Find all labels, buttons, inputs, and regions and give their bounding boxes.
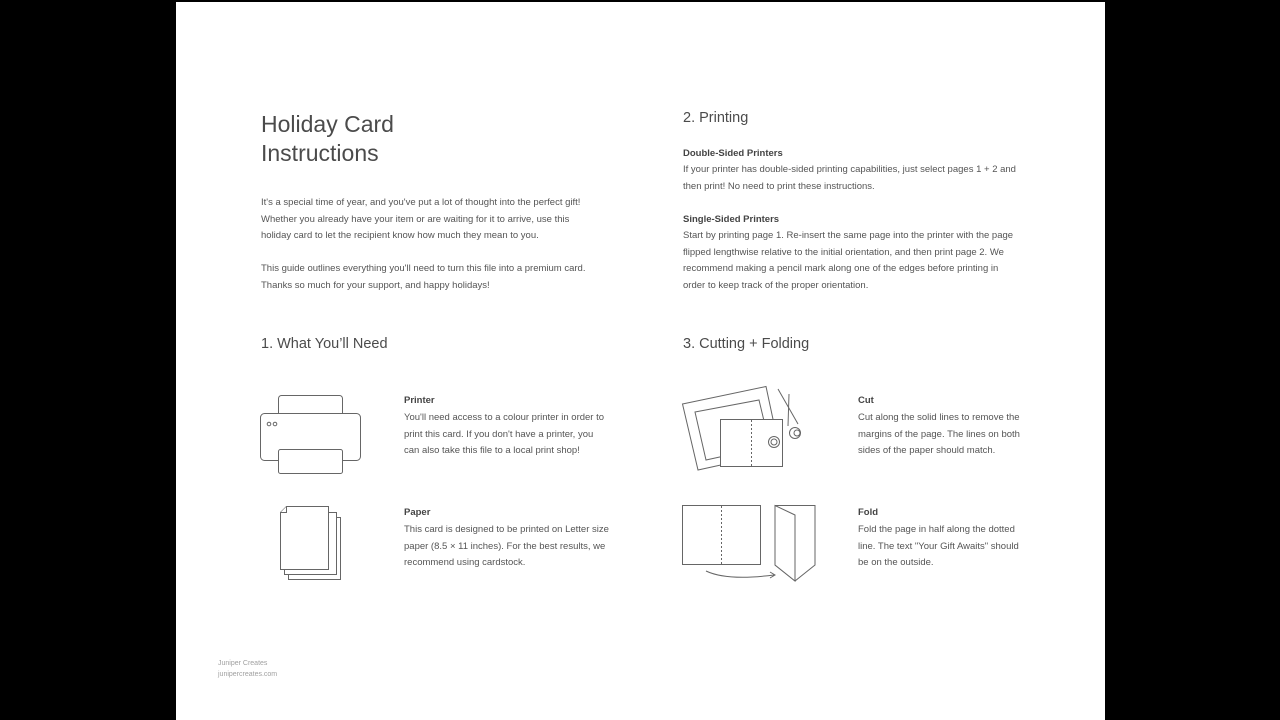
cutting-folding-heading: 3. Cutting + Folding	[683, 336, 810, 352]
fold-icon	[682, 505, 822, 587]
cut-item-text: Cut along the solid lines to remove the margins of the page. The lines on both sides of the paper should match.	[858, 412, 1020, 456]
page-title-line-2: Instructions	[261, 140, 379, 166]
intro-paragraph-1: It's a special time of year, and you've put a lot of thought into the perfect gift! Whether you already have your item or are waiting for it to arrive, use this holiday card to let the recipient know how much they mean to you.	[261, 197, 581, 241]
intro-paragraph-2: This guide outlines everything you'll need to turn this file into a premium card. Thanks so much for your support, and happy holidays!	[261, 263, 586, 291]
footer-brand-name: Juniper Creates	[218, 660, 268, 667]
what-you-need-heading: 1. What You’ll Need	[261, 336, 388, 352]
single-sided-title: Single-Sided Printers	[683, 214, 780, 225]
paper-item-text: This card is designed to be printed on Letter size paper (8.5 × 11 inches). For the best results, we recommend using cardstock.	[404, 524, 609, 568]
fold-item-text: Fold the page in half along the dotted line. The text "Your Gift Awaits" should be on the outside.	[858, 524, 1019, 568]
printer-item-text: You'll need access to a colour printer in order to print this card. If you don't have a printer, you can also take this file to a local print shop!	[404, 412, 605, 456]
footer-url[interactable]: junipercreates.com	[218, 671, 278, 678]
instruction-page	[176, 2, 1105, 720]
cut-item-title: Cut	[858, 395, 874, 406]
paper-stack-icon	[278, 505, 344, 583]
double-sided-text: If your printer has double-sided printing capabilities, just select pages 1 + 2 and then print! No need to print these instructions.	[683, 164, 1016, 192]
fold-item-title: Fold	[858, 507, 879, 518]
printer-icon	[260, 394, 364, 476]
paper-item-title: Paper	[404, 507, 431, 518]
page-title-line-1: Holiday Card	[261, 111, 394, 137]
single-sided-text: Start by printing page 1. Re-insert the same page into the printer with the page flipped lengthwise relative to the initial orientation, and then print page 2. We recommend making a pencil mark along one of the edges before printing in order to keep track of the proper orientation.	[683, 230, 1014, 291]
printer-item-title: Printer	[404, 395, 435, 406]
printing-heading: 2. Printing	[683, 110, 749, 126]
cut-scissors-icon	[682, 386, 832, 476]
page-title	[261, 110, 561, 168]
footer-brand	[218, 658, 277, 680]
double-sided-title: Double-Sided Printers	[683, 148, 783, 159]
